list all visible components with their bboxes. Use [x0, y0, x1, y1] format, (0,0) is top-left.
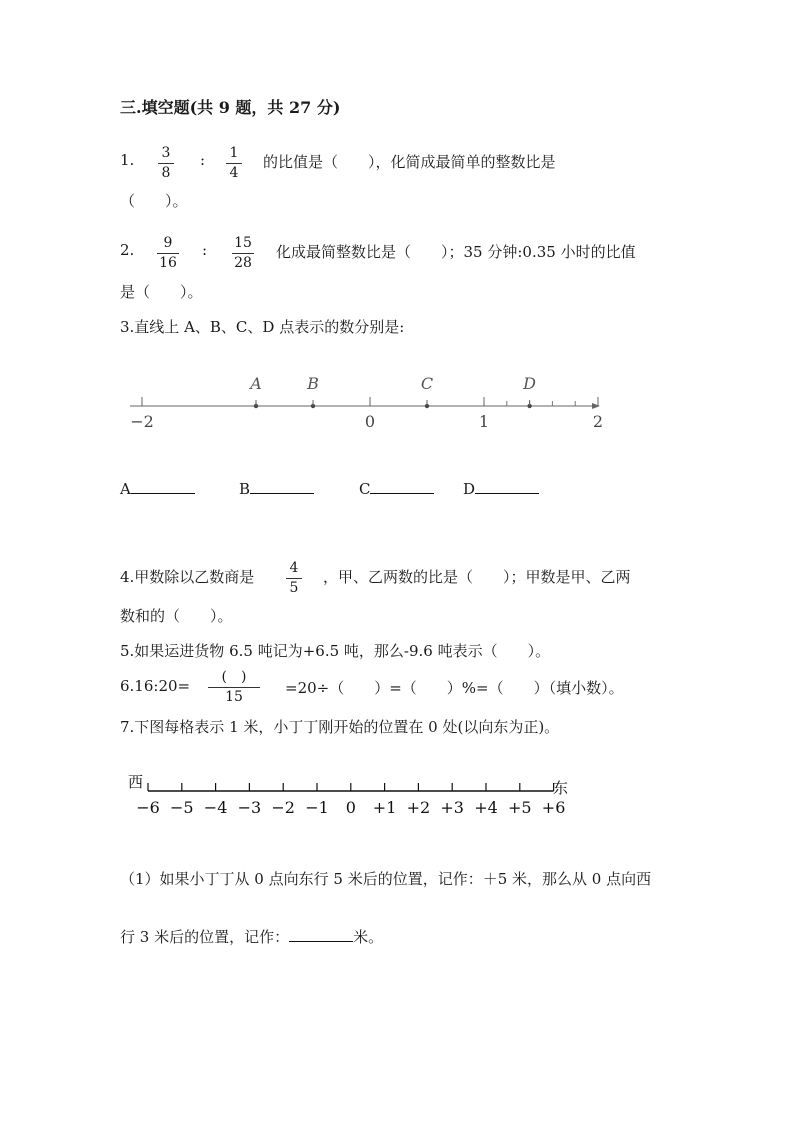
point-label-b: B	[307, 374, 319, 393]
q2-fraction-1	[157, 235, 179, 272]
q7-sub1-line-b	[120, 926, 383, 947]
q4-fraction	[286, 560, 302, 597]
q2-frac2-numerator: 15	[234, 235, 252, 251]
q4-frac-numerator: 4	[289, 560, 299, 576]
scale-label: −6	[136, 798, 160, 817]
q3-answer-c-blank[interactable]	[370, 478, 434, 494]
q2-frac2-denominator: 28	[234, 255, 252, 271]
q1-frac1-numerator: 3	[161, 145, 171, 161]
q3-answer-c	[359, 478, 434, 498]
tick-label: 0	[364, 412, 376, 431]
q7-direction-scale	[120, 770, 580, 820]
q6-frac-denominator: 15	[225, 689, 243, 705]
scale-label: −4	[203, 798, 228, 817]
q1-colon: :	[200, 151, 206, 169]
q6-frac-numerator: ( )	[221, 669, 247, 685]
q6-fraction	[208, 669, 260, 706]
scale-label: −5	[170, 798, 194, 817]
q3-answer-a-label: A	[120, 480, 131, 498]
q7-sub1-unit: 米。	[353, 928, 384, 946]
q3-answer-d	[463, 478, 539, 498]
point-label-c: C	[420, 374, 434, 393]
q1-text-b: （ ）。	[120, 192, 188, 210]
tick-label: 2	[592, 412, 604, 431]
q1-fraction-2	[226, 145, 242, 182]
q3-number-line	[120, 365, 610, 440]
q7-sub1-prompt: 行 3 米后的位置，记作：	[120, 928, 290, 946]
east-label: 东	[553, 779, 569, 797]
q3-answer-a-blank[interactable]	[131, 478, 195, 494]
point-label-d: D	[523, 374, 537, 393]
q3-answer-b-label: B	[239, 480, 251, 498]
q7-sub1-line-a: （1）如果小丁丁从 0 点向东行 5 米后的位置，记作：＋5 米，那么从 0 点向西	[120, 870, 652, 888]
q3-answer-a	[120, 478, 195, 498]
q4-text-c: 数和的（ ）。	[120, 607, 233, 625]
q5-text: 5.如果运进货物 6.5 吨记为+6.5 吨，那么-9.6 吨表示（ ）。	[120, 642, 551, 660]
scale-label: 0	[345, 798, 356, 817]
section-title: 三.填空题(共 9 题，共 27 分)	[120, 98, 341, 117]
q3-answer-d-blank[interactable]	[475, 478, 539, 494]
q2-fraction-2	[232, 235, 254, 272]
q3-answer-d-label: D	[463, 480, 476, 498]
q4-text-a: 4.甲数除以乙数商是	[120, 568, 255, 586]
scale-label: −1	[305, 798, 329, 817]
scale-label: +4	[474, 798, 498, 817]
q7-text: 7.下图每格表示 1 米，小丁丁刚开始的位置在 0 处(以向东为正)。	[120, 718, 560, 736]
q3-answer-c-label: C	[359, 480, 371, 498]
number-line-arrow	[592, 403, 600, 409]
scale-label: +3	[440, 798, 464, 817]
q4-text-b: ，甲、乙两数的比是（ ）；甲数是甲、乙两	[323, 568, 631, 586]
q2-frac1-numerator: 9	[163, 235, 173, 251]
scale-label: −3	[237, 798, 262, 817]
q4-frac-denominator: 5	[289, 580, 299, 596]
q1-frac1-denominator: 8	[161, 165, 171, 181]
q7-sub1-answer-blank[interactable]	[289, 926, 353, 942]
q3-answer-b-blank[interactable]	[250, 478, 314, 494]
q2-frac1-denominator: 16	[159, 255, 177, 271]
q2-text-b: 是（ ）。	[120, 283, 203, 301]
q6-text-b: =20÷（ ）=（ ）%=（ ）（填小数）。	[285, 679, 624, 697]
q3-text: 3.直线上 A、B、C、D 点表示的数分别是:	[120, 318, 405, 336]
point-label-a: A	[250, 374, 262, 393]
q1-fraction-1	[158, 145, 174, 182]
q1-text-a: 的比值是（ ），化简成最简单的整数比是	[263, 153, 556, 171]
tick-label: −2	[130, 412, 154, 431]
q1-frac2-numerator: 1	[229, 145, 239, 161]
q2-colon: :	[202, 241, 208, 259]
q2-text-a: 化成最简整数比是（ ）；35 分钟:0.35 小时的比值	[276, 243, 636, 261]
scale-label: +5	[508, 798, 532, 817]
q1-number: 1.	[120, 151, 135, 169]
scale-label: +2	[406, 798, 431, 817]
q3-answer-b	[239, 478, 314, 498]
scale-label: +1	[372, 798, 397, 817]
tick-label: 1	[478, 412, 490, 431]
q6-text-a: 6.16:20=	[120, 677, 191, 695]
q2-number: 2.	[120, 241, 135, 259]
scale-label: +6	[541, 798, 566, 817]
q1-frac2-denominator: 4	[229, 165, 239, 181]
scale-label: −2	[271, 798, 295, 817]
west-label: 西	[128, 773, 144, 791]
